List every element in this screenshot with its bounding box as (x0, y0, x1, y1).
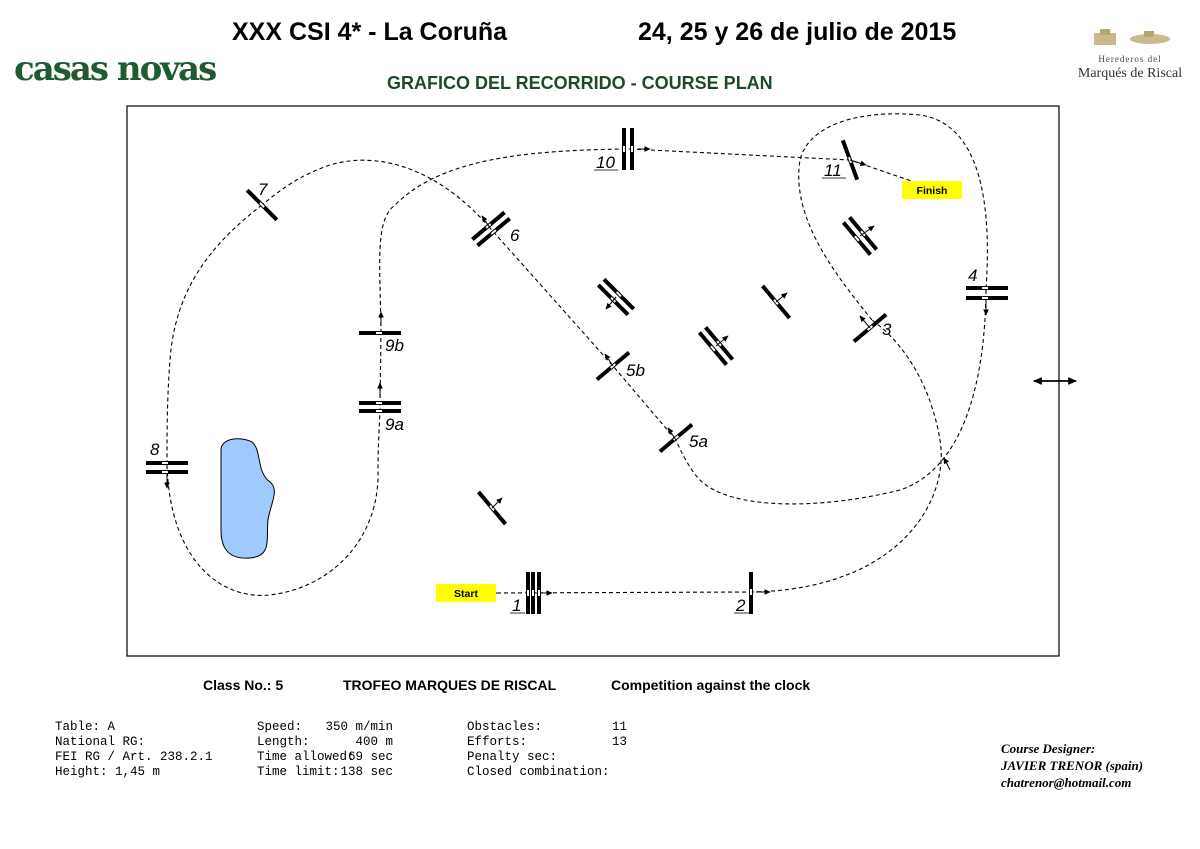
spec-length-value: 400 m (355, 735, 393, 749)
spec-height: Height: 1,45 m (55, 765, 161, 779)
spec-speed-value: 350 m/min (325, 720, 393, 734)
spec-national-rg: National RG: (55, 735, 146, 749)
spec-table: Table: A (55, 720, 116, 734)
event-title: XXX CSI 4* - La Coruña (232, 18, 508, 46)
marker-1: 1 (512, 596, 522, 615)
class-number: Class No.: 5 (203, 677, 284, 693)
marker-11: 11 (824, 161, 842, 180)
spec-time-limit-label: Time limit: (257, 765, 340, 779)
spec-fei-rg: FEI RG / Art. 238.2.1 (55, 750, 213, 764)
logo-line-2: Marqués de Riscal (1077, 66, 1183, 81)
obstacle-9b (359, 331, 401, 335)
logo-line-1: Herederos del (1098, 54, 1162, 64)
spec-penalty-label: Penalty sec: (467, 750, 558, 764)
designer-name: JAVIER TRENOR (spain) (1001, 758, 1144, 773)
marker-10: 10 (596, 153, 615, 172)
trophy-name: TROFEO MARQUES DE RISCAL (343, 677, 557, 693)
marker-underlines (510, 170, 846, 613)
spec-time-allowed-label: Time allowed: (257, 750, 355, 764)
marker-2: 2 (736, 596, 746, 615)
start-label (436, 584, 496, 602)
competition-type: Competition against the clock (611, 677, 811, 693)
water-pond (221, 439, 274, 558)
event-dates: 24, 25 y 26 de julio de 2015 (638, 18, 957, 46)
marker-6: 6 (510, 226, 520, 245)
plan-subtitle: GRAFICO DEL RECORRIDO - COURSE PLAN (387, 73, 773, 93)
spec-speed-label: Speed: (257, 720, 303, 734)
spec-length-label: Length: (257, 735, 310, 749)
spec-obstacles-value: 11 (612, 720, 628, 734)
casas-novas-logo: casas novas (14, 49, 216, 89)
svg-text:Start: Start (454, 588, 478, 600)
svg-text:Finish: Finish (916, 185, 948, 197)
marker-7: 7 (258, 180, 268, 199)
obstacle-2 (749, 572, 753, 614)
spec-closed-combination-label: Closed combination: (467, 765, 610, 779)
specs-col-2-values (300, 720, 393, 780)
marker-5a: 5a (689, 432, 708, 451)
fence-direction-arrows (482, 160, 874, 508)
marker-3: 3 (882, 320, 892, 339)
marker-4: 4 (968, 266, 978, 285)
spec-time-limit-value: 138 sec (340, 765, 393, 779)
obstacle-4 (966, 286, 1008, 300)
specs-col-3-values (612, 720, 627, 750)
designer-title: Course Designer: (1001, 741, 1096, 756)
course-track (167, 114, 987, 596)
spec-obstacles-label: Obstacles: (467, 720, 543, 734)
obstacles (146, 128, 1008, 614)
marker-5b: 5b (626, 361, 645, 380)
track-direction-arrows (167, 149, 986, 593)
spec-time-allowed-value: 69 sec (347, 750, 393, 764)
spec-efforts-value: 13 (612, 735, 628, 749)
marker-9a: 9a (385, 415, 404, 434)
specs-col-3-labels (467, 720, 610, 780)
spec-efforts-label: Efforts: (467, 735, 528, 749)
obstacle-9a (359, 401, 401, 413)
specs-col-1 (55, 720, 213, 780)
marker-8: 8 (150, 440, 160, 459)
finish-label (902, 181, 962, 199)
obstacle-1 (526, 572, 541, 614)
designer-email: chatrenor@hotmail.com (1001, 775, 1132, 790)
obstacle-10 (622, 128, 634, 170)
marker-9b: 9b (385, 336, 404, 355)
